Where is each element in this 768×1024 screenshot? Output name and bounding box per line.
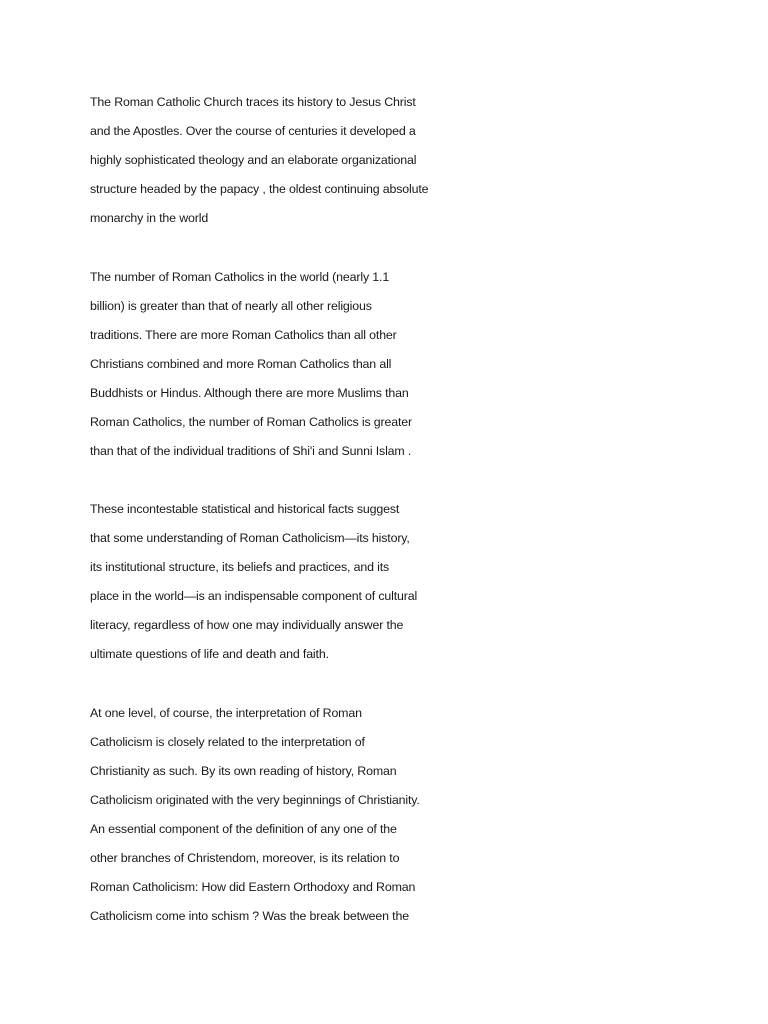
text-line: traditions. There are more Roman Catholics than all other [90, 328, 397, 342]
text-line: place in the world—is an indispensable component of cultural [90, 589, 418, 603]
text-line: other branches of Christendom, moreover, is its relation to [90, 851, 400, 865]
text-line: Catholicism is closely related to the interpretation of [90, 735, 365, 749]
paragraph-2 [90, 263, 460, 466]
text-line: Buddhists or Hindus. Although there are more Muslims than [90, 386, 409, 400]
text-line: and the Apostles. Over the course of centuries it developed a [90, 124, 416, 138]
text-line: billion) is greater than that of nearly all other religious [90, 299, 372, 313]
text-line: Christianity as such. By its own reading of history, Roman [90, 764, 397, 778]
text-line: Catholicism come into schism ? Was the break between the [90, 909, 409, 923]
text-line: that some understanding of Roman Catholicism—its history, [90, 531, 410, 545]
text-line: than that of the individual traditions of Shi'i and Sunni Islam . [90, 444, 412, 458]
paragraph-3 [90, 495, 460, 669]
text-line: At one level, of course, the interpretation of Roman [90, 706, 362, 720]
paragraph-1 [90, 88, 460, 233]
text-line: Roman Catholicism: How did Eastern Orthodoxy and Roman [90, 880, 416, 894]
text-line: An essential component of the definition of any one of the [90, 822, 397, 836]
text-line: Catholicism originated with the very beginnings of Christianity. [90, 793, 420, 807]
text-line: These incontestable statistical and historical facts suggest [90, 502, 400, 516]
text-line: ultimate questions of life and death and faith. [90, 647, 329, 661]
paragraph-4 [90, 699, 460, 931]
text-line: highly sophisticated theology and an elaborate organizational [90, 153, 417, 167]
text-line: The Roman Catholic Church traces its history to Jesus Christ [90, 95, 416, 109]
text-line: monarchy in the world [90, 211, 209, 225]
text-line: its institutional structure, its beliefs and practices, and its [90, 560, 390, 574]
text-line: Christians combined and more Roman Catholics than all [90, 357, 392, 371]
text-line: The number of Roman Catholics in the world (nearly 1.1 [90, 270, 390, 284]
text-line: Roman Catholics, the number of Roman Catholics is greater [90, 415, 413, 429]
text-line: literacy, regardless of how one may individually answer the [90, 618, 404, 632]
text-line: structure headed by the papacy , the oldest continuing absolute [90, 182, 429, 196]
